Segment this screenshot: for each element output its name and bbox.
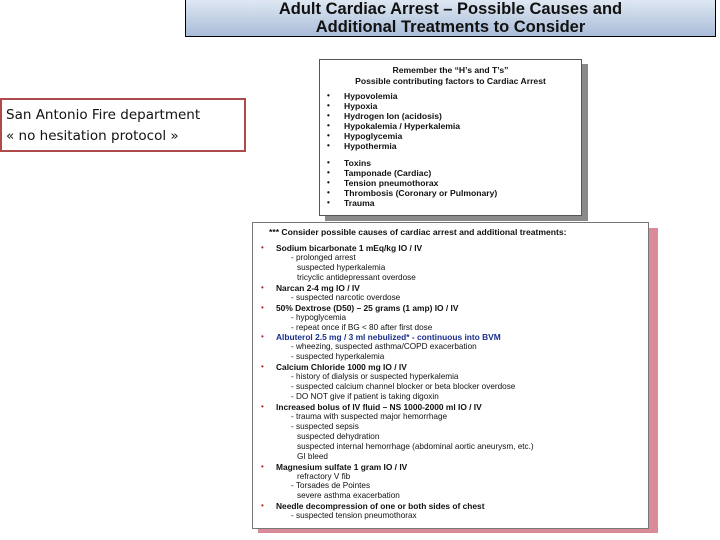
hs-item: • Hypovolemia (326, 91, 575, 101)
hts-heading-1: Remember the “H’s and T’s” (392, 65, 509, 75)
treatment-drug: • Increased bolus of IV fluid – NS 1000-2000 ml IO / IV (276, 401, 482, 412)
treatment-indication: - DO NOT give if patient is taking digoxin (291, 392, 439, 402)
hs-list (326, 91, 575, 152)
hts-heading-2: Possible contributing factors to Cardiac Arrest (355, 75, 546, 86)
treatment-indication: - Torsades de Pointes (291, 481, 371, 491)
treatment-indication: - repeat once if BG < 80 after first dose (291, 322, 433, 332)
hs-and-ts-panel (319, 59, 582, 216)
ts-item: • Tamponade (Cardiac) (326, 168, 575, 178)
title-line-2: Additional Treatments to Consider (315, 18, 586, 36)
treatment-item (259, 501, 642, 521)
treatment-indication: - prolonged arrest (291, 253, 356, 262)
treatment-indication: suspected dehydration (297, 431, 380, 441)
ts-item: • Thrombosis (Coronary or Pulmonary) (326, 188, 575, 198)
treatment-item (259, 462, 642, 502)
treatment-drug: • Calcium Chloride 1000 mg IO / IV (276, 362, 407, 373)
source-note-box (0, 98, 246, 152)
ts-item: • Toxins (326, 158, 575, 168)
treatment-indication: - suspected sepsis (291, 421, 359, 431)
treatment-drug: • Magnesium sulfate 1 gram IO / IV (276, 461, 408, 472)
treatment-indication: - trauma with suspected major hemorrhage (291, 411, 448, 421)
treatment-indication: - history of dialysis or suspected hyperkalemia (291, 372, 459, 382)
treatment-indication: suspected hyperkalemia (297, 262, 386, 272)
treatment-drug: • Needle decompression of one or both sides of chest (276, 501, 485, 512)
hs-item: • Hypokalemia / Hyperkalemia (326, 121, 575, 131)
hs-item: • Hydrogen Ion (acidosis) (326, 111, 575, 121)
treatment-item (259, 402, 642, 462)
treatment-indication: - suspected calcium channel blocker or beta blocker overdose (291, 382, 516, 392)
treatment-indication: - hypoglycemia (291, 312, 347, 322)
treatment-indication: refractory V fib (297, 471, 351, 481)
ts-item: • Tension pneumothorax (326, 178, 575, 188)
treatment-drug: • Sodium bicarbonate 1 mEq/kg IO / IV (276, 243, 423, 253)
hs-item: • Hypoxia (326, 101, 575, 111)
treatments-heading: *** Consider possible causes of cardiac arrest and additional treatments: (269, 227, 567, 237)
treatment-indication: tricyclic antidepressant overdose (297, 272, 416, 282)
title-line-1: Adult Cardiac Arrest – Possible Causes and (278, 0, 623, 18)
treatment-indication: GI bleed (297, 451, 328, 461)
treatment-indication: - suspected tension pneumothorax (291, 511, 417, 521)
treatment-indication: - wheezing, suspected asthma/COPD exacerbation (291, 342, 477, 352)
treatments-panel (252, 222, 649, 529)
hs-item: • Hypoglycemia (326, 131, 575, 141)
ts-item: • Trauma (326, 198, 575, 208)
note-line-2: « no hesitation protocol » (6, 128, 179, 144)
title-banner (185, 0, 716, 37)
treatment-indication: severe asthma exacerbation (297, 491, 400, 501)
treatment-item (259, 332, 642, 362)
note-line-1: San Antonio Fire department (6, 107, 201, 123)
treatment-item (259, 283, 642, 303)
hs-item: • Hypothermia (326, 141, 575, 151)
treatment-item (259, 243, 642, 283)
treatment-indication: - suspected hyperkalemia (291, 352, 385, 362)
ts-list (326, 158, 575, 208)
treatment-indication: suspected internal hemorrhage (abdominal aortic aneurysm, etc.) (297, 441, 534, 451)
treatment-item (259, 303, 642, 333)
treatment-indication: - suspected narcotic overdose (291, 292, 401, 302)
treatment-item (259, 362, 642, 402)
treatment-drug: • 50% Dextrose (D50) – 25 grams (1 amp) IO / IV (276, 302, 459, 313)
treatment-drug: • Narcan 2-4 mg IO / IV (276, 282, 360, 293)
treatment-drug: • Albuterol 2.5 mg / 3 ml nebulized* - continuous into BVM (276, 332, 501, 343)
